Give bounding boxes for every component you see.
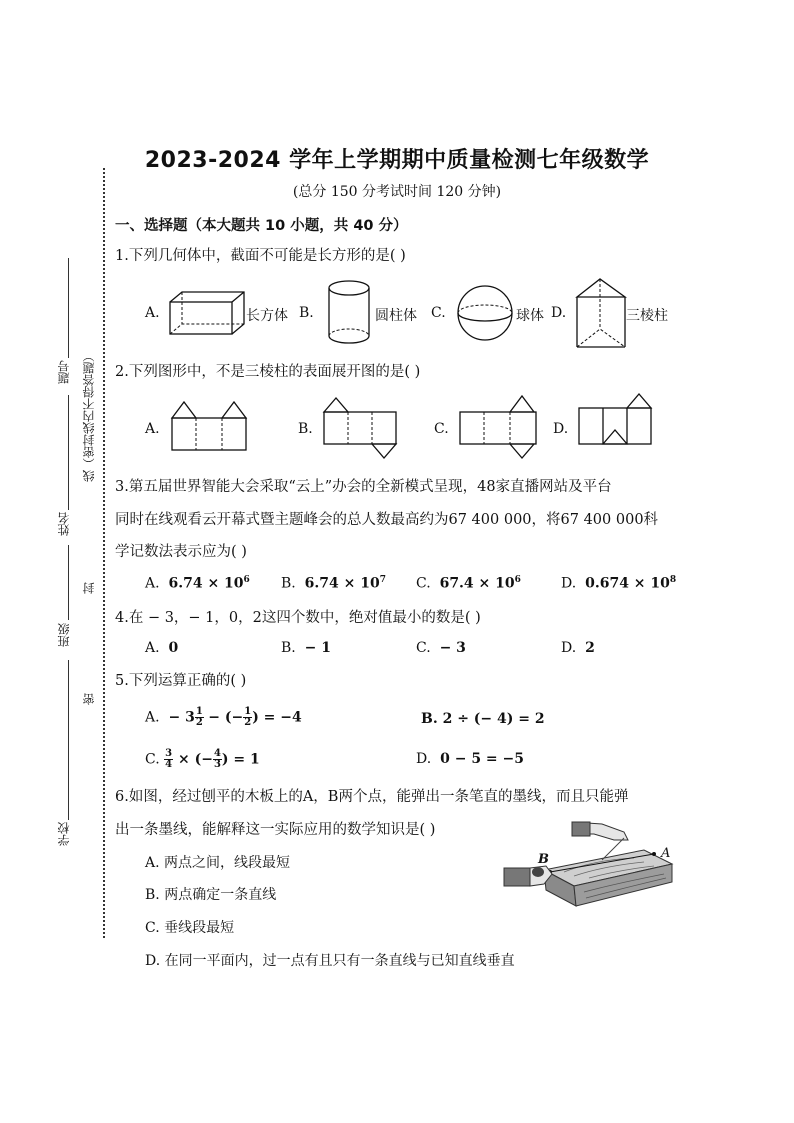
q2-option-c-label: C.	[434, 421, 449, 437]
kaohao-line	[68, 258, 69, 358]
point-a-label: A	[661, 846, 671, 861]
q3-line2: 同时在线观看云开幕式暨主题峰会的总人数最高约为67 400 000，将67 400 000科	[115, 512, 659, 528]
cuboid-figure	[168, 290, 248, 336]
q3-option-a: A. $6.74 \times 10^6$	[145, 575, 250, 592]
class-label: 班级	[57, 623, 71, 647]
q5-stem: 5.下列运算正确的( )	[115, 673, 247, 689]
class-line	[68, 545, 69, 620]
q1-option-a-name: 长方体	[246, 308, 288, 324]
q3-line1: 3.第五届世界智能大会采取“云上”办会的全新模式呈现，48家直播网站及平台	[115, 479, 612, 495]
q3-option-b: B. $6.74 \times 10^7$	[281, 575, 386, 592]
q1-option-b-label: B.	[299, 305, 314, 321]
seal-note: 线（密封线内不得答题）	[82, 350, 96, 482]
q5-option-a: A. − 3 $\frac{1}{2}$ − (− $\frac{1}{2}$ ) = −4	[145, 706, 302, 728]
q4-option-d: D. 2	[561, 640, 595, 656]
seal-mi: 密	[82, 693, 96, 705]
section-heading: 一、选择题（本大题共 10 小题，共 40 分）	[115, 218, 408, 234]
q1-option-d-name: 三棱柱	[626, 308, 668, 324]
school-line	[68, 660, 69, 820]
cylinder-figure	[327, 280, 371, 346]
net-d-figure	[577, 394, 653, 450]
q5-option-c: C. $\frac{3}{4}$ × (− $\frac{4}{3}$ ) = 1	[145, 748, 260, 770]
q1-stem: 1.下列几何体中，截面不可能是长方形的是( )	[115, 248, 406, 264]
q1-option-a-label: A.	[145, 305, 160, 321]
q6-option-b: B. 两点确定一条直线	[145, 887, 277, 903]
q2-option-b-label: B.	[298, 421, 313, 437]
net-b-figure	[322, 396, 398, 462]
page-subtitle: (总分 150 分考试时间 120 分钟)	[292, 184, 502, 200]
school-label: 学校	[57, 822, 71, 846]
q4-option-a: A. 0	[145, 640, 179, 656]
q1-option-c-label: C.	[431, 305, 446, 321]
q5-option-b: B. 2 ÷ (− 4) = 2	[421, 711, 545, 727]
page-title: 2023-2024 学年上学期期中质量检测七年级数学	[144, 148, 650, 173]
q4-stem: 4.在 − 3，− 1，0，2这四个数中，绝对值最小的数是( )	[115, 610, 481, 626]
q6-line1: 6.如图，经过刨平的木板上的A，B两个点，能弹出一条笔直的墨线，而且只能弹	[115, 789, 629, 805]
q5-option-d: D. 0 − 5 = −5	[416, 751, 525, 767]
sphere-figure	[456, 285, 516, 343]
kaohao-label: 题号	[57, 360, 71, 384]
name-line	[68, 395, 69, 510]
q2-stem: 2.下列图形中，不是三棱柱的表面展开图的是( )	[115, 364, 421, 380]
point-b-label: B	[538, 852, 549, 867]
q2-option-a-label: A.	[145, 421, 160, 437]
plank-ink-line-picture	[494, 820, 676, 912]
q1-option-c-name: 球体	[516, 308, 544, 324]
q3-option-c: C. $67.4 \times 10^6$	[416, 575, 521, 592]
q6-option-d: D. 在同一平面内，过一点有且只有一条直线与已知直线垂直	[145, 953, 515, 969]
q1-option-d-label: D.	[551, 305, 567, 321]
q4-option-b: B. − 1	[281, 640, 332, 656]
seal-feng: 封	[82, 582, 96, 594]
q6-option-a: A. 两点之间，线段最短	[145, 855, 291, 871]
net-c-figure	[458, 394, 538, 460]
seal-dotted-line	[103, 168, 105, 938]
name-label: 姓名	[57, 512, 71, 536]
q6-line2: 出一条墨线，能解释这一实际应用的数学知识是( )	[115, 822, 436, 838]
q2-option-d-label: D.	[553, 421, 569, 437]
q3-line3: 学记数法表示应为( )	[115, 544, 247, 560]
triangular-prism-figure	[575, 277, 627, 349]
q4-option-c: C. − 3	[416, 640, 466, 656]
net-a-figure	[170, 400, 250, 454]
q3-option-d: D. $0.674 \times 10^8$	[561, 575, 677, 592]
q1-option-b-name: 圆柱体	[375, 308, 417, 324]
q6-option-c: C. 垂线段最短	[145, 920, 235, 936]
